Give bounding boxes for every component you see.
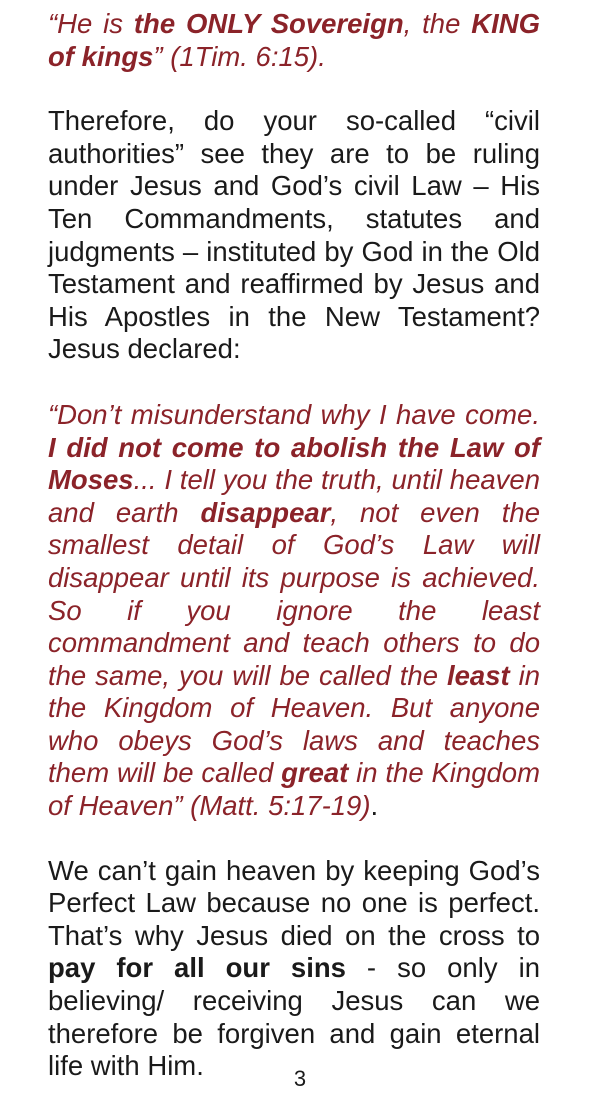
- quote-bold-king: KING of kings: [48, 8, 540, 72]
- matthew-bold-great: great: [281, 757, 349, 789]
- matthew-quote: [48, 399, 540, 823]
- matthew-text-4: in the Kingdom of Heaven. But anyone who obeys God’s laws and teaches them will be called: [48, 659, 541, 789]
- quote-reference: ” (1Tim. 6:15).: [153, 40, 326, 72]
- salvation-text-1: We can’t gain heaven by keeping God’s Perfect Law because no one is perfect. That’s why Jesus died on the cross to: [48, 854, 540, 951]
- salvation-bold-sins: pay for all our sins: [48, 952, 346, 984]
- page-content: [48, 8, 540, 1083]
- matthew-text-2: ... I tell you the truth, until heaven and earth: [48, 464, 540, 528]
- matthew-bold-abolish: I did not come to abolish the Law of Moses: [48, 431, 540, 496]
- quote-open: “He is: [48, 8, 134, 39]
- matthew-text-1: “Don’t misunderstand why I have come.: [48, 398, 540, 430]
- civil-authorities-paragraph: Therefore, do your so-called “civil authorities” see they are to be ruling under Jesus and God’s civil Law – His Ten Commandments, statutes and judgments – instituted by God in the Old Testament and reaffirmed by Jesus and His Apostles in the New Testament? Jesus declared:: [48, 105, 540, 365]
- matthew-end-period: .: [370, 790, 379, 822]
- salvation-paragraph: [48, 855, 540, 1083]
- page-number: 3: [293, 1066, 307, 1091]
- matthew-bold-least: least: [446, 659, 510, 691]
- matthew-text-5: in the Kingdom of Heaven” (Matt. 5:17-19): [48, 757, 541, 822]
- sovereign-quote: [48, 8, 540, 73]
- quote-bold-sovereign: the ONLY Sovereign: [133, 8, 404, 39]
- matthew-text-3: , not even the smallest detail of God’s Law will disappear until its purpose is achieved. So if you ignore the least commandment and teach others to do the same, you will be called the: [48, 496, 540, 691]
- matthew-bold-disappear: disappear: [200, 496, 331, 528]
- quote-mid: , the: [403, 8, 472, 39]
- salvation-text-2: - so only in believing/ receiving Jesus can we therefore be forgiven and gain eternal life with Him.: [48, 952, 540, 1082]
